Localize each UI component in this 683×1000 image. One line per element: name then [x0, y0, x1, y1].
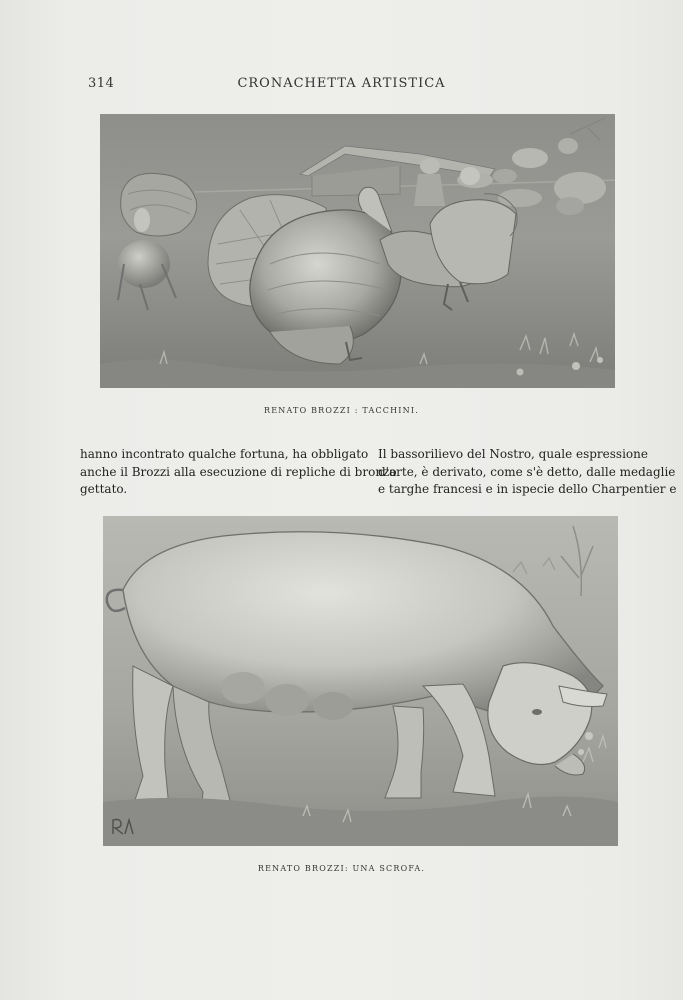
text-line: d'arte, è derivato, come s'è detto, dalle medaglie — [378, 464, 676, 479]
turkeys-relief-illustration — [100, 114, 615, 388]
text-line: anche il Brozzi alla esecuzione di repliche di bronzo — [80, 464, 397, 479]
text-line: gettato. — [80, 482, 128, 496]
text-line: Il bassorilievo del Nostro, quale espressione — [378, 447, 648, 461]
figure-caption-sow: RENATO BROZZI: UNA SCROFA. — [257, 864, 426, 873]
running-title: CRONACHETTA ARTISTICA — [237, 76, 446, 91]
text-column-right — [378, 446, 677, 499]
sow-relief-illustration — [103, 516, 618, 846]
relief-turkeys-image — [100, 114, 615, 388]
text-line: e targhe francesi e in ispecie dello Charpentier e — [378, 482, 677, 496]
text-column-left — [80, 446, 397, 499]
figure-caption-turkeys: RENATO BROZZI : TACCHINI. — [264, 406, 419, 415]
text-line: hanno incontrato qualche fortuna, ha obbligato — [80, 447, 369, 461]
page-number: 314 — [88, 76, 115, 91]
relief-sow-image — [103, 516, 618, 846]
